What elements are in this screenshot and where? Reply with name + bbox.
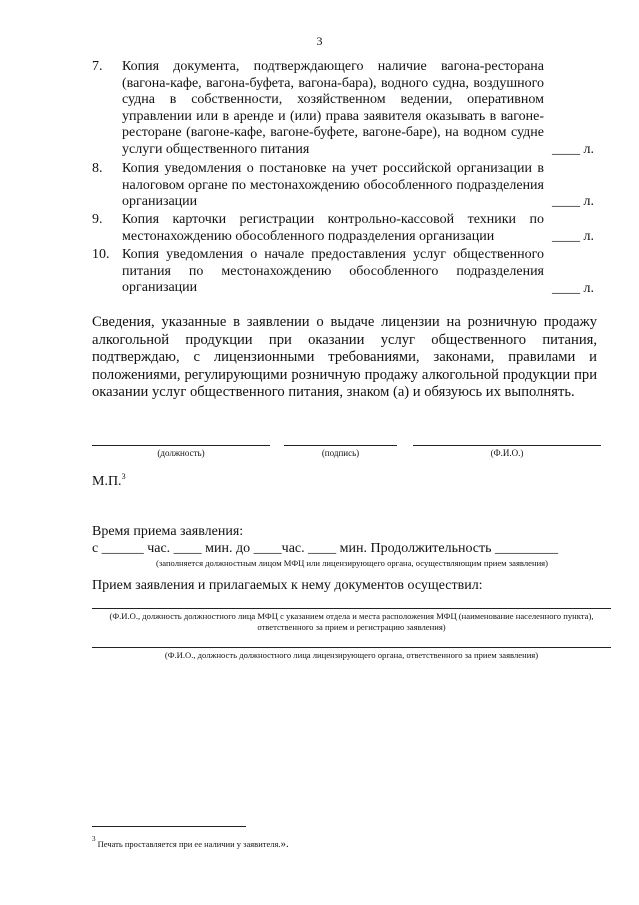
accepted-title: Прием заявления и прилагаемых к нему документов осуществил: [92, 578, 483, 593]
item-text-8: Копия уведомления о постановке на учет российской организации в налоговом органе по местонахождению обособленного подразделения организации [122, 161, 544, 209]
footnote-separator [92, 826, 246, 827]
mfc-officer-line [92, 608, 611, 609]
item-number-7: 7. [92, 59, 103, 74]
signature-line [284, 445, 397, 446]
reception-time-caption: (заполняется должностным лицом МФЦ или лицензирующего органа, осуществляющим прием заявления) [156, 558, 548, 568]
item-blank-7: ____ л. [552, 142, 594, 157]
reception-time-line: с ______ час. ____ мин. до ____час. ____ мин. Продолжительность _________ [92, 541, 559, 556]
authority-officer-line [92, 647, 611, 648]
item-number-8: 8. [92, 161, 103, 176]
footnote-marker: 3 [92, 835, 96, 843]
item-text-7: Копия документа, подтверждающего наличие вагона-ресторана (вагона-кафе, вагона-буфета, вагона-бара), водного судна, воздушного судна в собственности, хозяйственном ведении, оперативном управлении или в аренде и (или) права заявителя оказывать в вагоне-ресторане (вагоне-кафе, вагоне-буфете, вагоне-баре), на водном судне услуги общественного питания [122, 59, 544, 157]
signature-caption: (подпись) [321, 448, 360, 458]
stamp-place [92, 474, 126, 490]
footnote [92, 835, 289, 850]
item-blank-10: ____ л. [552, 281, 594, 296]
page-number: 3 [316, 34, 323, 48]
authority-officer-caption: (Ф.И.О., должность должностного лица лицензирующего органа, ответственного за прием заявления) [164, 650, 539, 660]
name-caption: (Ф.И.О.) [490, 448, 524, 458]
item-text-9: Копия карточки регистрации контрольно-кассовой техники по местонахождению обособленного подразделения организации [122, 212, 544, 244]
item-blank-9: ____ л. [552, 229, 594, 244]
footnote-text: Печать проставляется при ее наличии у заявителя. [97, 839, 281, 849]
item-text-10: Копия уведомления о начале предоставления услуг общественного питания по местонахождению обособленного подразделения организации [122, 247, 544, 295]
stamp-footnote-ref: 3 [121, 472, 126, 481]
mfc-officer-caption: (Ф.И.О., должность должностного лица МФЦ с указанием отдела и места расположения МФЦ (наименование населенного пункта), ответственного за прием и регистрацию заявления) [109, 611, 594, 632]
item-number-9: 9. [92, 212, 103, 227]
statement-paragraph: Сведения, указанные в заявлении о выдаче лицензии на розничную продажу алкогольной продукции при оказании услуг общественного питания, подтверждаю, с лицензионными требованиями, законами, правилами и положениями, регулирующими розничную продажу алкогольной продукции при оказании услуг общественного питания, знаком (а) и обязуюсь их выполнять. [92, 314, 597, 401]
position-line [92, 445, 270, 446]
reception-title: Время приема заявления: [92, 524, 244, 539]
item-blank-8: ____ л. [552, 194, 594, 209]
name-line [413, 445, 601, 446]
item-number-10: 10. [92, 247, 110, 262]
position-caption: (должность) [157, 448, 205, 458]
stamp-label: М.П. [92, 474, 122, 489]
footnote-closing-quote: ». [280, 838, 289, 850]
